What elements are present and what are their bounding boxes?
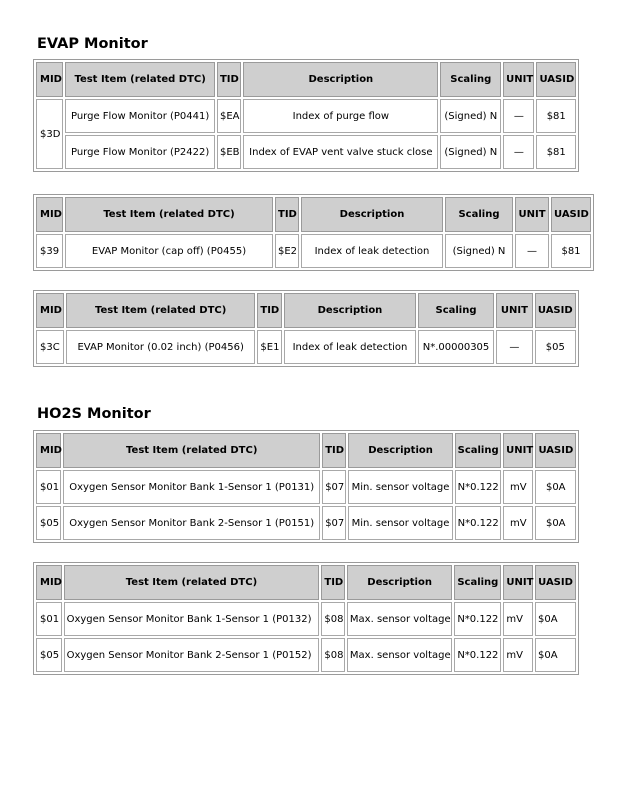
ho2s-table-2 <box>33 562 579 675</box>
table-row <box>36 330 576 364</box>
cell-tid: $07 <box>322 470 346 504</box>
table-row <box>36 506 576 540</box>
header-unit: UNIT <box>515 197 549 232</box>
header-mid: MID <box>36 197 63 232</box>
table-header-row <box>36 565 576 600</box>
table-header-row <box>36 197 591 232</box>
cell-scaling: (Signed) N <box>445 234 513 268</box>
table-row <box>36 135 576 169</box>
cell-tid: $E2 <box>275 234 299 268</box>
cell-uasid: $0A <box>535 470 576 504</box>
table-row <box>36 99 576 133</box>
header-description: Description <box>301 197 443 232</box>
cell-mid: $39 <box>36 234 63 268</box>
header-scaling: Scaling <box>454 565 501 600</box>
header-scaling: Scaling <box>418 293 495 328</box>
table-header-row <box>36 433 576 468</box>
header-uasid: UASID <box>535 433 576 468</box>
cell-tid: $07 <box>322 506 346 540</box>
cell-description: Index of leak detection <box>301 234 443 268</box>
evap-table-2 <box>33 194 594 271</box>
header-description: Description <box>243 62 438 97</box>
table-row <box>36 234 591 268</box>
cell-unit: mV <box>503 470 533 504</box>
table-row <box>36 638 576 672</box>
table-row <box>36 602 576 636</box>
cell-tid: $08 <box>321 638 345 672</box>
header-mid: MID <box>36 62 63 97</box>
cell-description: Min. sensor voltage <box>348 506 452 540</box>
cell-scaling: N*0.122 <box>455 470 502 504</box>
cell-uasid: $0A <box>535 506 576 540</box>
header-uasid: UASID <box>535 293 576 328</box>
cell-mid: $01 <box>36 470 61 504</box>
cell-test-item: EVAP Monitor (0.02 inch) (P0456) <box>66 330 255 364</box>
cell-unit: mV <box>503 506 533 540</box>
evap-table-3 <box>33 290 579 367</box>
header-description: Description <box>347 565 452 600</box>
cell-mid: $05 <box>36 638 62 672</box>
header-scaling: Scaling <box>455 433 502 468</box>
header-test-item: Test Item (related DTC) <box>64 565 320 600</box>
cell-mid: $3D <box>36 99 63 169</box>
cell-mid: $3C <box>36 330 64 364</box>
cell-unit: mV <box>503 602 533 636</box>
header-tid: TID <box>217 62 241 97</box>
cell-test-item: Oxygen Sensor Monitor Bank 1-Sensor 1 (P0131) <box>63 470 320 504</box>
table-row <box>36 470 576 504</box>
header-scaling: Scaling <box>445 197 513 232</box>
cell-test-item: EVAP Monitor (cap off) (P0455) <box>65 234 273 268</box>
cell-mid: $05 <box>36 506 61 540</box>
cell-tid: $08 <box>321 602 345 636</box>
evap-section-title: EVAP Monitor <box>37 36 148 52</box>
header-test-item: Test Item (related DTC) <box>63 433 320 468</box>
cell-scaling: N*0.122 <box>455 506 502 540</box>
cell-description: Max. sensor voltage <box>347 602 452 636</box>
header-scaling: Scaling <box>440 62 501 97</box>
cell-test-item: Purge Flow Monitor (P0441) <box>65 99 215 133</box>
ho2s-section-title: HO2S Monitor <box>37 406 151 422</box>
cell-tid: $E1 <box>257 330 282 364</box>
header-test-item: Test Item (related DTC) <box>65 62 215 97</box>
cell-test-item: Oxygen Sensor Monitor Bank 2-Sensor 1 (P0151) <box>63 506 320 540</box>
cell-uasid: $81 <box>536 99 576 133</box>
header-tid: TID <box>275 197 299 232</box>
cell-scaling: N*0.122 <box>454 602 501 636</box>
cell-test-item: Purge Flow Monitor (P2422) <box>65 135 215 169</box>
header-unit: UNIT <box>503 433 533 468</box>
evap-table-1 <box>33 59 579 172</box>
header-unit: UNIT <box>503 565 533 600</box>
cell-unit: — <box>503 99 534 133</box>
header-tid: TID <box>257 293 282 328</box>
header-tid: TID <box>321 565 345 600</box>
cell-uasid: $81 <box>551 234 591 268</box>
header-mid: MID <box>36 433 61 468</box>
header-test-item: Test Item (related DTC) <box>65 197 273 232</box>
cell-mid: $01 <box>36 602 62 636</box>
header-test-item: Test Item (related DTC) <box>66 293 255 328</box>
ho2s-table-1 <box>33 430 579 543</box>
cell-tid: $EB <box>217 135 241 169</box>
header-tid: TID <box>322 433 346 468</box>
cell-uasid: $0A <box>535 602 576 636</box>
header-description: Description <box>284 293 415 328</box>
cell-uasid: $05 <box>535 330 576 364</box>
cell-description: Index of purge flow <box>243 99 438 133</box>
header-uasid: UASID <box>551 197 591 232</box>
cell-description: Min. sensor voltage <box>348 470 452 504</box>
cell-scaling: (Signed) N <box>440 135 501 169</box>
cell-uasid: $0A <box>535 638 576 672</box>
cell-test-item: Oxygen Sensor Monitor Bank 1-Sensor 1 (P0132) <box>64 602 320 636</box>
cell-unit: mV <box>503 638 533 672</box>
cell-unit: — <box>496 330 532 364</box>
cell-description: Max. sensor voltage <box>347 638 452 672</box>
header-description: Description <box>348 433 452 468</box>
header-unit: UNIT <box>503 62 534 97</box>
header-uasid: UASID <box>536 62 576 97</box>
header-mid: MID <box>36 565 62 600</box>
cell-description: Index of leak detection <box>284 330 415 364</box>
cell-scaling: N*.00000305 <box>418 330 495 364</box>
cell-test-item: Oxygen Sensor Monitor Bank 2-Sensor 1 (P0152) <box>64 638 320 672</box>
table-header-row <box>36 293 576 328</box>
header-unit: UNIT <box>496 293 532 328</box>
header-uasid: UASID <box>535 565 576 600</box>
table-header-row <box>36 62 576 97</box>
cell-scaling: N*0.122 <box>454 638 501 672</box>
cell-description: Index of EVAP vent valve stuck close <box>243 135 438 169</box>
cell-unit: — <box>503 135 534 169</box>
cell-unit: — <box>515 234 549 268</box>
cell-tid: $EA <box>217 99 241 133</box>
header-mid: MID <box>36 293 64 328</box>
cell-scaling: (Signed) N <box>440 99 501 133</box>
cell-uasid: $81 <box>536 135 576 169</box>
